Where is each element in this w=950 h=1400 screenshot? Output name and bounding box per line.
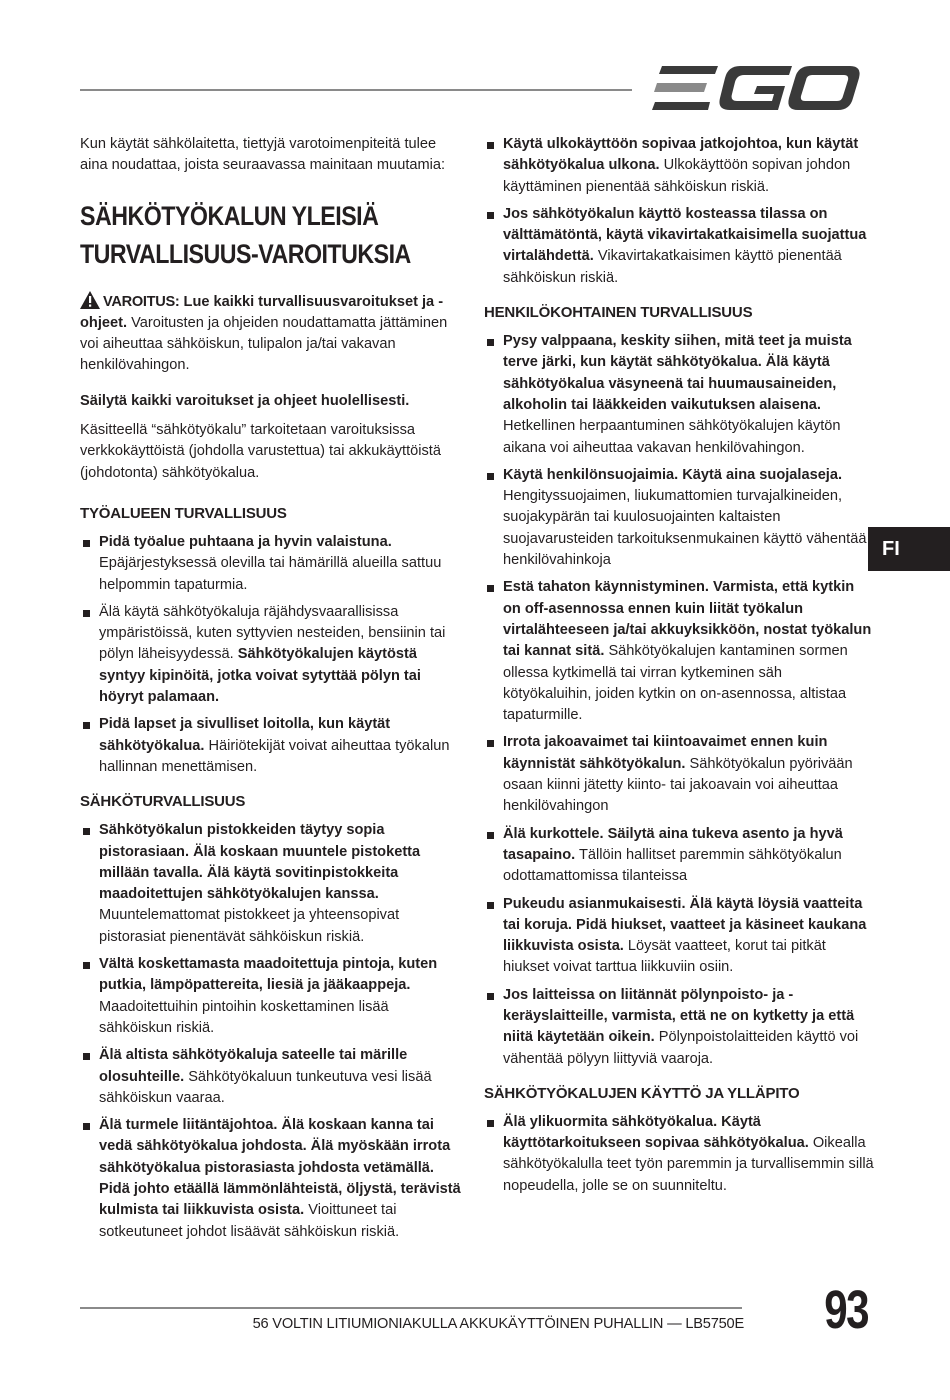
- heading-work-area: TYÖALUEEN TURVALLISUUS: [80, 504, 287, 522]
- bullet-icon: [83, 610, 90, 617]
- list-item: Pysy valppaana, keskity siihen, mitä teet ja muista terve järki, kun käytät sähkötyökalua. Älä käytä sähkötyökalua väsyneenä tai huumausaineiden, alkoholin tai lääkkeiden vaikutuksen alaisena. Hetkellinen herpaantuminen sähkötyökalujen käytön aikana voi aiheuttaa vakavan henkilövahingon.: [484, 331, 874, 459]
- language-tab: FI: [868, 527, 950, 571]
- bullet-icon: [83, 722, 90, 729]
- list-item: Käytä ulkokäyttöön sopivaa jatkojohtoa, kun käytät sähkötyökalua ulkona. Ulkokäyttöön sopivan johdon käyttäminen pienentää sähköiskun riskiä.: [484, 134, 874, 198]
- list-item: Jos sähkötyökalun käyttö kosteassa tilassa on välttämätöntä, käytä vikavirtakatkaisimella suojattua virtalähdettä. Vikavirtakatkaisimen käyttö pienentää sähköiskun riskiä.: [484, 204, 874, 289]
- footer-rule: [80, 1307, 742, 1309]
- list-item: Vältä koskettamasta maadoitettuja pintoja, kuten putkia, lämpöpattereita, liesiä ja jääkaappeja. Maadoitettuihin pintoihin koskettaminen lisää sähköiskun riskiä.: [80, 954, 465, 1039]
- electrical-list-continued: [484, 134, 874, 289]
- warning-bold: Lue kaikki turvallisuusvaroitukset ja -ohjeet.: [80, 293, 444, 331]
- bullet-icon: [83, 540, 90, 547]
- bullet-icon: [487, 142, 494, 149]
- bullet-icon: [487, 902, 494, 909]
- electrical-list: [80, 820, 465, 1243]
- right-column: [484, 134, 874, 1211]
- personal-safety-list: [484, 331, 874, 1070]
- header-rule: [80, 89, 632, 91]
- list-item: Pidä työalue puhtaana ja hyvin valaistuna. Epäjärjestyksessä olevilla tai hämärillä alueilla sattuu helpommin tapaturmia.: [80, 532, 465, 596]
- heading-use-care: SÄHKÖTYÖKALUJEN KÄYTTÖ JA YLLÄPITO: [484, 1084, 800, 1102]
- bullet-icon: [83, 962, 90, 969]
- list-item: Pidä lapset ja sivulliset loitolla, kun käytät sähkötyökalua. Häiriötekijät voivat aiheuttaa työkalun hallinnan menettämisen.: [80, 714, 465, 778]
- bullet-icon: [83, 828, 90, 835]
- bullet-icon: [83, 1053, 90, 1060]
- heading-electrical: SÄHKÖTURVALLISUUS: [80, 793, 246, 811]
- heading-personal-safety: HENKILÖKOHTAINEN TURVALLISUUS: [484, 304, 753, 322]
- bullet-icon: [83, 1123, 90, 1130]
- bullet-icon: [487, 473, 494, 480]
- list-item: Älä ylikuormita sähkötyökalua. Käytä käyttötarkoitukseen sopivaa sähkötyökalua. Oikealla sähkötyökalulla teet työn paremmin ja turvallisemmin sillä nopeudella, jolle se on suunniteltu.: [484, 1112, 874, 1197]
- bullet-icon: [487, 832, 494, 839]
- list-item: Älä käytä sähkötyökaluja räjähdysvaarallisissa ympäristöissä, kuten syttyvien nesteiden, bensiinin tai pölyn läheisyydessä. Sähkötyökalujen käytöstä syntyy kipinöitä, jotka voivat sytyttää pölyn tai höyryt palamaan.: [80, 602, 465, 708]
- warning-triangle-icon: [80, 291, 100, 309]
- list-item: Älä turmele liitäntäjohtoa. Älä koskaan kanna tai vedä sähkötyökalua johdosta. Älä myöskään irrota sähkötyökalua pistorasiasta johdosta vetämällä. Pidä johto etäällä lämmönlähteistä, öljystä, terävistä kulmista tai liikkuvista osista. Vioittuneet tai sotkeutuneet johdot lisäävät sähköiskun riskiä.: [80, 1115, 465, 1243]
- list-item: Pukeudu asianmukaisesti. Älä käytä löysiä vaatteita tai koruja. Pidä hiukset, vaatteet ja käsineet kaukana liikkuvista osista. Löysät vaatteet, korut tai pitkät hiukset voivat tarttua liikkuviin osiin.: [484, 894, 874, 979]
- warning-text: Varoitusten ja ohjeiden noudattamatta jättäminen voi aiheuttaa sähköiskun, tulipalon ja/tai vakavan henkilövahingon.: [80, 314, 448, 374]
- list-item: Älä altista sähkötyökaluja sateelle tai märille olosuhteille. Sähkötyökaluun tunkeutuva vesi lisää sähköiskun vaaraa.: [80, 1045, 465, 1109]
- list-item: Jos laitteissa on liitännät pölynpoisto- ja -keräyslaitteille, varmista, että ne on kytketty ja että niitä käytetään oikein. Pölynpoistolaitteiden käyttö voi vähentää pölyyn liittyviä vaaroja.: [484, 985, 874, 1070]
- bullet-icon: [487, 212, 494, 219]
- work-area-list: [80, 532, 465, 778]
- page-title: SÄHKÖTYÖKALUN YLEISIÄ TURVALLISUUS-VAROITUKSIA: [80, 200, 411, 269]
- list-item: Estä tahaton käynnistyminen. Varmista, että kytkin on off-asennossa ennen kuin liität työkalun virtalähteeseen ja/tai akkuyksikköön, nostat työkalun tai kannat sitä. Sähkötyökalujen kantaminen sormen ollessa kytkimellä tai virran kytkeminen säh kötyökaluihin, joiden kytkin on on-asennossa, altistaa tapaturmille.: [484, 577, 874, 726]
- bullet-icon: [487, 339, 494, 346]
- warning-label: VAROITUS:: [103, 293, 180, 310]
- bullet-icon: [487, 740, 494, 747]
- ego-logo: [652, 64, 862, 112]
- footer-product-title: 56 VOLTIN LITIUMIONIAKULLA AKKUKÄYTTÖINEN PUHALLIN — LB5750E: [252, 1316, 744, 1332]
- use-care-list: [484, 1112, 874, 1197]
- list-item: Älä kurkottele. Säilytä aina tukeva asento ja hyvä tasapaino. Tällöin hallitset paremmin sähkötyökalun odottamattomissa tilanteissa: [484, 824, 874, 888]
- left-column: [80, 134, 465, 1257]
- list-item: Sähkötyökalun pistokkeiden täytyy sopia pistorasiaan. Älä koskaan muuntele pistoketta millään tavalla. Älä käytä sovitinpistokkeita maadoitettujen sähkötyökalujen kanssa. Muuntelemattomat pistokkeet ja yhteensopivat pistorasiat pienentävät sähköiskun riskiä.: [80, 820, 465, 948]
- definition-paragraph: Käsitteellä “sähkötyökalu” tarkoitetaan varoituksissa verkkokäyttöistä (johdolla varustettua) tai akkukäyttöistä (johdotonta) sähkötyökalua.: [80, 422, 441, 481]
- warning-paragraph: [80, 291, 465, 377]
- bullet-icon: [487, 1120, 494, 1127]
- list-item: Irrota jakoavaimet tai kiintoavaimet ennen kuin käynnistät sähkötyökalun. Sähkötyökalun pyörivään osaan kiinni jätetty kiinto- tai jakoavain voi aiheuttaa henkilövahingon: [484, 732, 874, 817]
- bullet-icon: [487, 585, 494, 592]
- keep-instructions: Säilytä kaikki varoitukset ja ohjeet huolellisesti.: [80, 392, 410, 409]
- intro-paragraph: Kun käytät sähkölaitetta, tiettyjä varotoimenpiteitä tulee aina noudattaa, joista seuraavassa mainitaan muutamia:: [80, 136, 446, 174]
- page-number: 93: [824, 1280, 868, 1340]
- list-item: Käytä henkilönsuojaimia. Käytä aina suojalaseja. Hengityssuojaimen, liukumattomien turvajalkineiden, suojakypärän tai kuulosuojainten kaltaisten suojavarusteiden tarkoituksenmukainen käyttö vähentää henkilövahinkoja: [484, 465, 874, 571]
- bullet-icon: [487, 993, 494, 1000]
